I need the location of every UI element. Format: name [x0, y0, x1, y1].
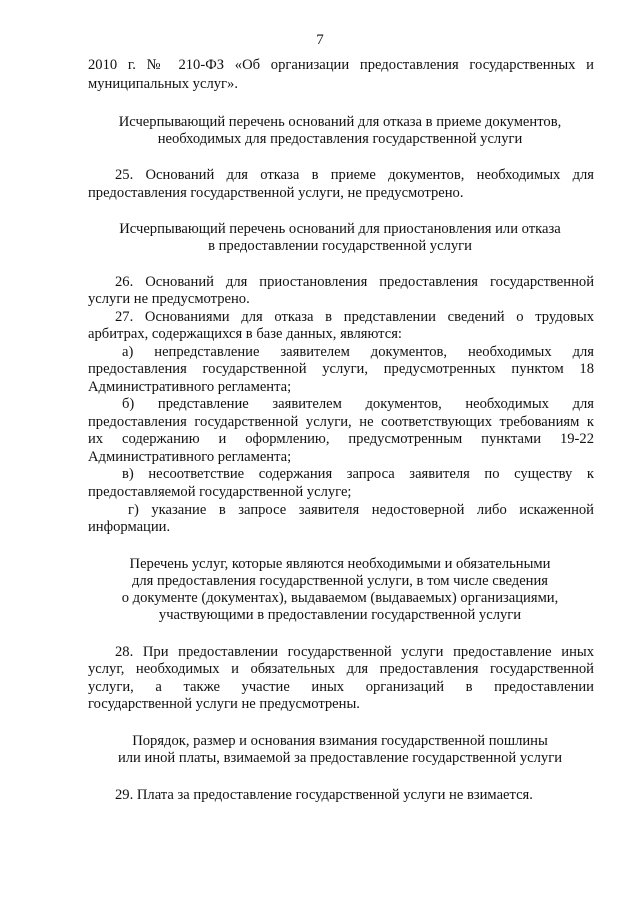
- section-heading-line: Порядок, размер и основания взимания государственной пошлины: [132, 733, 548, 749]
- paragraph-line: услуги не предусмотрено.: [88, 291, 250, 307]
- paragraph-line: 25. Оснований для отказа в приеме документов, необходимых для: [115, 167, 594, 183]
- section-heading-line: о документе (документах), выдаваемом (выдаваемых) организациями,: [121, 590, 559, 606]
- section-heading-line: в предоставлении государственной услуги: [208, 238, 472, 254]
- paragraph-line: арбитрах, содержащихся в базе данных, являются:: [88, 326, 402, 342]
- list-item-line: их содержанию и оформлению, предусмотренным пунктами 19-22: [88, 431, 594, 447]
- list-item-line: информации.: [88, 519, 171, 535]
- paragraph-line: 28. При предоставлении государственной услуги предоставление иных: [115, 644, 594, 660]
- section-heading-line: Исчерпывающий перечень оснований для приостановления или отказа: [119, 221, 561, 237]
- list-item-line: б) представление заявителем документов, необходимых для: [122, 396, 594, 412]
- list-item-line: в) несоответствие содержания запроса заявителя по существу к: [122, 466, 594, 482]
- paragraph-line: 27. Основаниями для отказа в представлении сведений о трудовых: [115, 309, 594, 325]
- list-item-line: г) указание в запросе заявителя недостоверной либо искаженной: [128, 502, 594, 518]
- list-item-line: Административного регламента;: [88, 449, 292, 465]
- list-item-line: предоставления государственной услуги, не соответствующих требованиям к: [88, 414, 594, 430]
- text-line: муниципальных услуг».: [88, 76, 238, 92]
- section-heading-line: для предоставления государственной услуги, в том числе сведения: [131, 573, 549, 589]
- paragraph-line: услуг, необходимых и обязательных для предоставления государственной: [88, 661, 594, 677]
- list-item-line: предоставляемой государственной услуге;: [88, 484, 352, 500]
- section-heading-line: участвующими в предоставлении государственной услуги: [158, 607, 522, 623]
- list-item-line: а) непредставление заявителем документов, необходимых для: [122, 344, 594, 360]
- paragraph-line: 29. Плата за предоставление государственной услуги не взимается.: [115, 787, 533, 803]
- paragraph-line: 26. Оснований для приостановления предоставления государственной: [115, 274, 594, 290]
- paragraph-line: услуги, а также участие иных организаций в предоставлении: [88, 679, 594, 695]
- section-heading-line: Исчерпывающий перечень оснований для отказа в приеме документов,: [118, 114, 562, 130]
- section-heading-line: Перечень услуг, которые являются необходимыми и обязательными: [129, 556, 551, 572]
- page-number: 7: [316, 32, 324, 48]
- section-heading-line: необходимых для предоставления государственной услуги: [157, 131, 523, 147]
- paragraph-line: предоставления государственной услуги, не предусмотрено.: [88, 185, 464, 201]
- list-item-line: Административного регламента;: [88, 379, 292, 395]
- section-heading-line: или иной платы, взимаемой за предоставление государственной услуги: [117, 750, 563, 766]
- list-item-line: предоставления государственной услуги, предусмотренных пунктом 18: [88, 361, 594, 377]
- paragraph-line: государственной услуги не предусмотрены.: [88, 696, 360, 712]
- text-line: 2010 г. № 210-ФЗ «Об организации предоставления государственных и: [88, 57, 594, 73]
